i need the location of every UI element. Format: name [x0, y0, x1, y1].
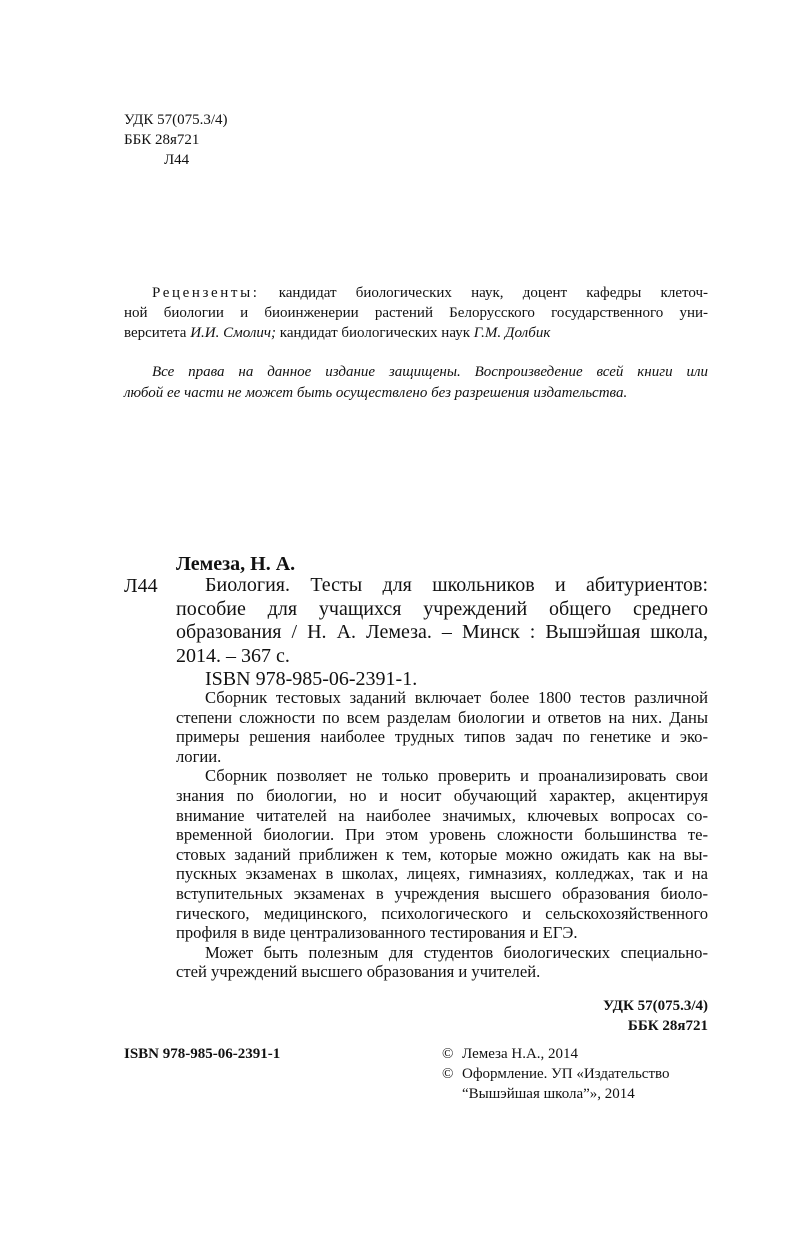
biblio-line-3: образования / Н. А. Лемеза. – Минск : Вышэйшая школа, — [176, 621, 708, 643]
annotation-p1-line-4: логии. — [176, 746, 222, 766]
reviewers-line-1 — [124, 283, 708, 303]
copyright-line-1 — [442, 1044, 670, 1064]
annotation — [176, 688, 708, 982]
copyright-publisher: “Вышэйшая школа”», 2014 — [462, 1086, 635, 1102]
author-mark: Л44 — [164, 152, 190, 168]
annotation-p2-line-6: пускных экзаменах в школах, лицеях, гимназиях, колледжах, так и на — [176, 864, 708, 884]
annotation-p1-line-3: примеры решения наиболее трудных типов задач по генетике и эко- — [176, 727, 708, 747]
copyright-block — [442, 1044, 670, 1104]
annotation-p3-line-1: Может быть полезным для студентов биологических специально- — [205, 942, 708, 962]
copyright-symbol: © — [442, 1046, 454, 1062]
classification-block — [124, 110, 228, 170]
annotation-p3-line-2: стей учреждений высшего образования и учителей. — [176, 962, 541, 982]
annotation-p2-line-8: гического, медицинского, психологического и сельскохозяйственного — [176, 903, 708, 923]
reviewers-text-3a: верситета — [124, 325, 191, 341]
copyright-design: Оформление. УП «Издательство — [462, 1066, 670, 1082]
bottom-udk: УДК 57(075.3/4) — [603, 998, 708, 1014]
annotation-p2-line-7: вступительных экзаменах в учреждения высшего образования биоло- — [176, 883, 708, 903]
udk-code: УДК 57(075.3/4) — [124, 112, 228, 128]
bottom-classification — [603, 996, 708, 1036]
card-code: Л44 — [124, 575, 158, 597]
annotation-p1-line-2: степени сложности по всем разделам биологии и ответов на них. Даны — [176, 707, 708, 727]
annotation-p2-line-4: временной биологии. При этом уровень сложности большинства те- — [176, 825, 708, 845]
rights-notice — [124, 362, 708, 404]
annotation-p2-line-1: Сборник позволяет не только проверить и проанализировать свои — [205, 766, 708, 786]
bottom-isbn: ISBN 978-985-06-2391-1 — [124, 1046, 281, 1062]
reviewers-label: Рецензенты: — [152, 285, 260, 301]
annotation-p2-line-3: внимание читателей на наиболее значимых, ключевых вопросах со- — [176, 805, 708, 825]
reviewers-line-2: ной биологии и биоинженерии растений Белорусского государственного уни- — [124, 305, 708, 321]
annotation-p2-line-2: знания по биологии, но и носит обучающий характер, акцентируя — [176, 785, 708, 805]
annotation-p1-line-1: Сборник тестовых заданий включает более 1800 тестов различной — [205, 688, 708, 707]
reviewers-text-3b: кандидат биологических наук — [276, 325, 474, 341]
annotation-p2-line-9: профиля в виде централизованного тестирования и ЕГЭ. — [176, 923, 578, 943]
copyright-symbol: © — [442, 1066, 454, 1082]
copyright-line-2 — [442, 1064, 670, 1084]
copyright-line-3 — [442, 1084, 670, 1104]
card-isbn: ISBN 978-985-06-2391-1. — [205, 668, 418, 690]
annotation-p2-line-5: стовых заданий приближен к тем, которые можно ожидать как на вы- — [176, 844, 708, 864]
bottom-bbk: ББК 28я721 — [627, 1018, 708, 1034]
bbk-code: ББК 28я721 — [124, 132, 200, 148]
reviewer-2-name: Г.М. Долбик — [473, 325, 551, 341]
card-author: Лемеза, Н. А. — [176, 553, 296, 575]
card-bibliography — [176, 573, 708, 691]
rights-line-2: любой ее части не может быть осуществлено без разрешения издательства. — [124, 385, 628, 401]
reviewers-block — [124, 283, 708, 343]
copyright-author: Лемеза Н.А., 2014 — [462, 1046, 579, 1062]
biblio-line-4: 2014. – 367 с. — [176, 644, 290, 667]
reviewers-text-1: кандидат биологических наук, доцент кафедры клеточ- — [278, 285, 708, 301]
biblio-line-1: Биология. Тесты для школьников и абитуриентов: — [205, 574, 708, 596]
reviewers-line-3 — [124, 323, 708, 343]
biblio-line-2: пособие для учащихся учреждений общего среднего — [176, 597, 708, 620]
reviewer-1-name: И.И. Смолич; — [190, 325, 277, 341]
rights-line-1: Все права на данное издание защищены. Воспроизведение всей книги или — [152, 364, 708, 380]
